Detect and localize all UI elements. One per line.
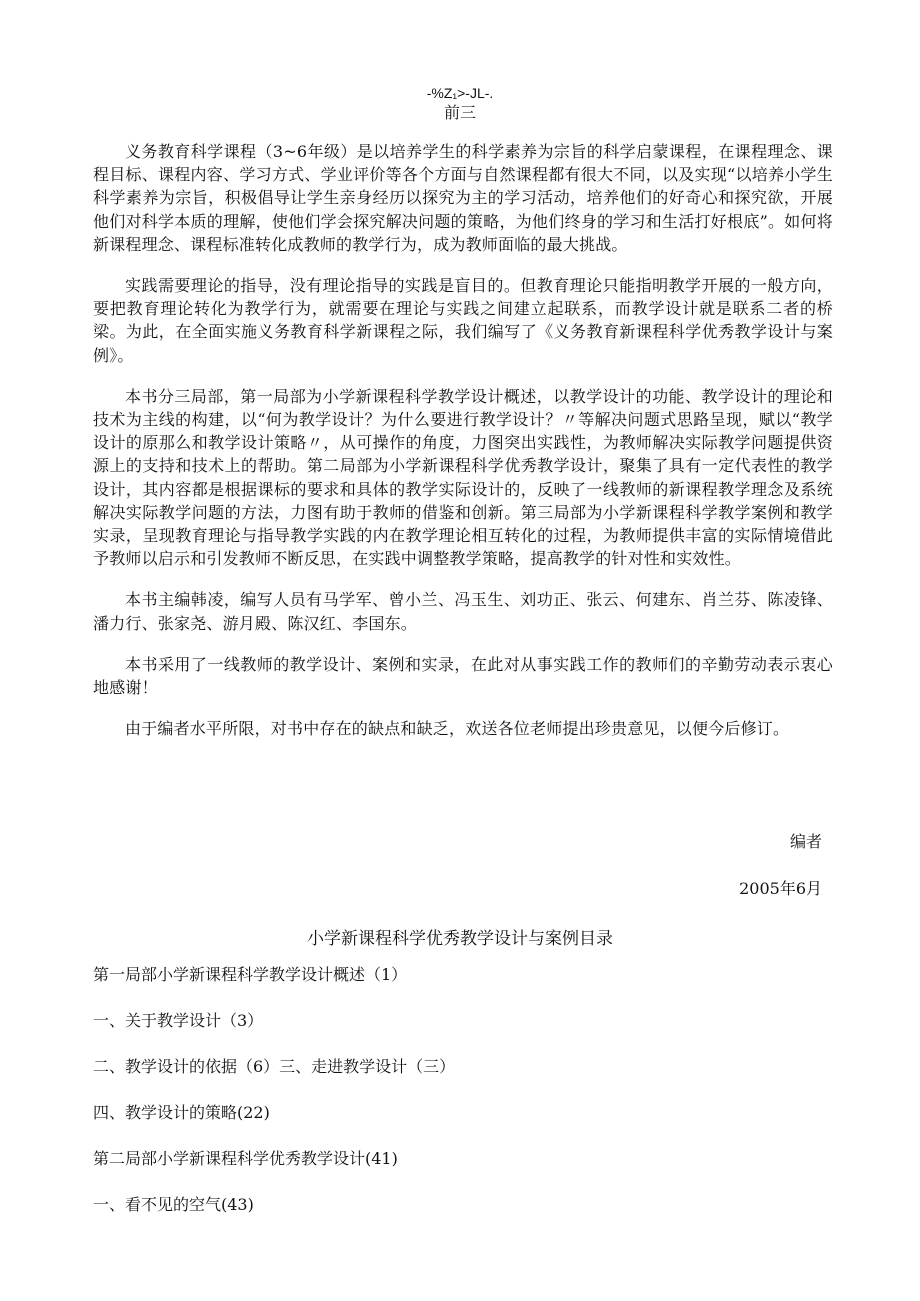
- toc-list: [93, 965, 833, 1241]
- toc-item: 第一局部小学新课程科学教学设计概述（1）: [93, 965, 408, 984]
- toc-item: 二、教学设计的依据（6）三、走进教学设计（三）: [93, 1057, 456, 1076]
- preface-paragraph-6: 由于编者水平所限，对书中存在的缺点和缺乏，欢送各位老师提出珍贵意见，以便今后修订。: [125, 719, 790, 739]
- preface-paragraph-4: 本书主编韩凌，编写人员有马学军、曾小兰、冯玉生、刘功正、张云、何建东、肖兰芬、陈凌锋、潘力行、张家尧、游月殿、陈汉红、李国东。: [93, 590, 833, 633]
- preface-paragraph-2: 实践需要理论的指导，没有理论指导的实践是盲目的。但教育理论只能指明教学开展的一般方向，要把教育理论转化为教学行为，就需要在理论与实践之间建立起联系，而教学设计就是联系二者的桥梁。为此，在全面实施义务教育科学新课程之际，我们编写了《义务教育新课程科学优秀教学设计与案例》。: [93, 276, 833, 365]
- preface-paragraph-1: 义务教育科学课程（3~6年级）是以培养学生的科学素养为宗旨的科学启蒙课程，在课程理念、课程目标、课程内容、学习方式、学业评价等各个方面与自然课程都有很大不同，以及实现“以培养小学生科学素养为宗旨，积极倡导让学生亲身经历以探究为主的学习活动，培养他们的好奇心和探究欲，开展他们对科学本质的理解，使他们学会探究解决问题的策略，为他们终身的学习和生活打好根底”。如何将新课程理念、课程标准转化成教师的教学行为，成为教师面临的最大挑战。: [93, 142, 833, 254]
- signature-date: 2005年6月: [739, 879, 822, 898]
- toc-item: 第二局部小学新课程科学优秀教学设计(41): [93, 1149, 398, 1168]
- toc-item: 四、教学设计的策略(22): [93, 1103, 270, 1122]
- signature-author: 编者: [789, 832, 822, 851]
- toc-title: 小学新课程科学优秀教学设计与案例目录: [307, 929, 613, 949]
- preface-paragraph-5: 本书采用了一线教师的教学设计、案例和实录，在此对从事实践工作的教师们的辛勤劳动表示衷心地感谢！: [93, 654, 833, 698]
- toc-item: 一、看不见的空气(43): [93, 1195, 254, 1214]
- preface-paragraph-3: 本书分三局部，第一局部为小学新课程科学教学设计概述，以教学设计的功能、教学设计的理论和技术为主线的构建，以“何为教学设计？为什么要进行教学设计？〃等解决问题式思路呈现，赋以“教学设计的原那么和教学设计策略〃，从可操作的角度，力图突出实践性，为教师解决实际教学问题提供资源上的支持和技术上的帮助。第二局部为小学新课程科学优秀教学设计，聚集了具有一定代表性的教学设计，其内容都是根据课标的要求和具体的教学实际设计的，反映了一线教师的新课程教学理念及系统解决实际教学问题的方法，力图有助于教师的借鉴和创新。第三局部为小学新课程科学教学案例和教学实录，呈现教育理论与指导教学实践的内在教学理论相互转化的过程，为教师提供丰富的实际情境借此予教师以启示和引发教师不断反思，在实践中调整教学策略，提高教学的针对性和实效性。: [93, 386, 833, 569]
- header-code: -%Z₁>-JL-.: [426, 85, 494, 101]
- preface-title: 前三: [443, 103, 476, 122]
- toc-item: 一、关于教学设计（3）: [93, 1011, 264, 1030]
- preface-body: [93, 140, 833, 758]
